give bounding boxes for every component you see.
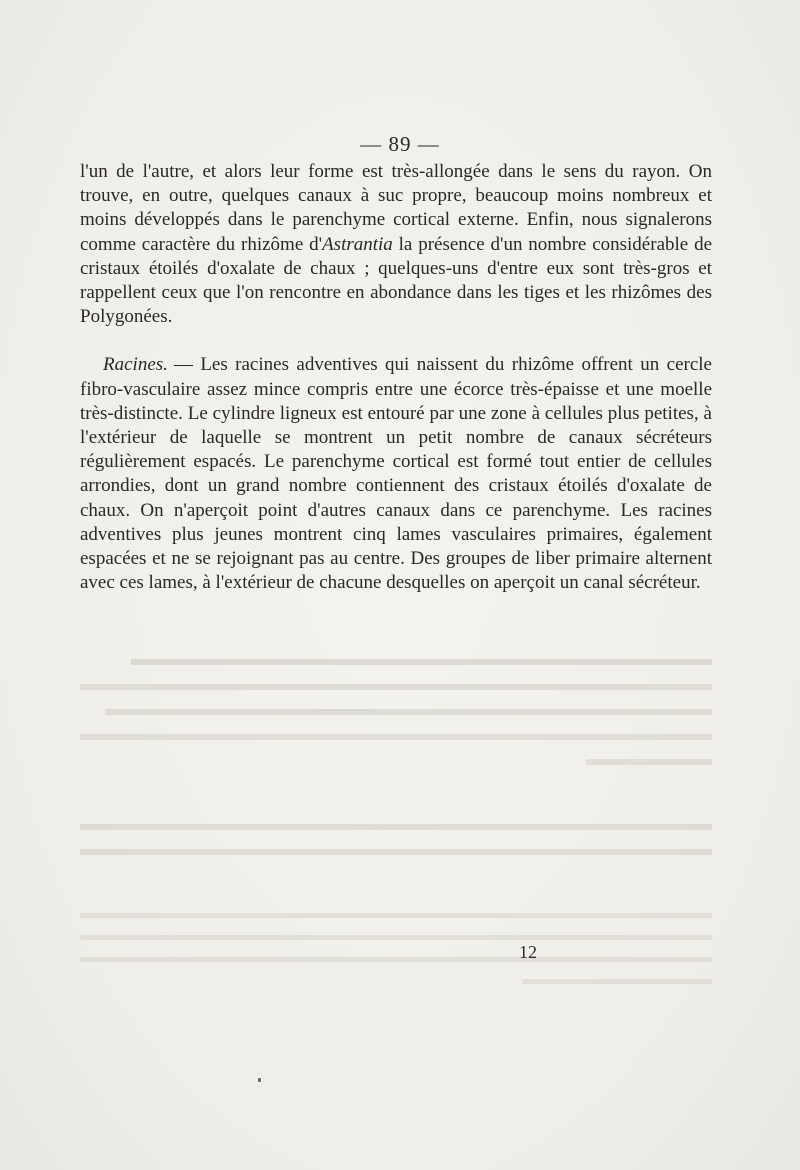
page-body [80,160,712,595]
paragraph-text-end: la présence d'un nombre considérable de cristaux étoilés d'oxalate de chaux ; quelques-uns d'entre eux sont très-gros et rappellent ceux que l'on rencontre en abondance dans les tiges et les rhizômes des Polygonées. [80,233,712,328]
show-through-rule [318,710,370,711]
section-heading-racines: Racines. [103,354,168,376]
show-through-texture [80,648,712,991]
page-number: — 89 — [360,132,440,156]
paragraph-racines-text: — Les racines adventives qui naissent du rhizôme offrent un cercle fibro-vasculaire assez mince compris entre une écorce très-épaisse et une moelle très-distincte. Le cylindre ligneux est entouré par une zone à cellules plus petites, à l'extérieur de laquelle se montrent un petit nombre de canaux sécréteurs régulièrement espacés. Le parenchyme cortical est formé tout entier de cellules arrondies, dont un grand nombre contiennent des cristaux étoilés d'oxalate de chaux. On n'aperçoit point d'autres canaux dans ce parenchyme. Les racines adventives plus jeunes montrent cinq lames vasculaires primaires, également espacées et ne se rejoignant pas au centre. Des groupes de liber primaire alternent avec ces lames, à l'extérieur de chacune desquelles on aperçoit un canal sécréteur. [80,354,712,594]
signature-mark: 12 [519,942,537,962]
paragraph-racines [80,353,712,595]
paragraph-text-start: l'un de l'autre, et alors leur forme est très-allongée dans le sens du rayon. On trouve, en outre, quelques canaux à suc propre, beaucoup moins nombreux et moins développés dans le parenchyme cortical externe. Enfin, nous signalerons comme caractère du rhizôme d' [80,161,712,255]
ink-speck [258,1078,261,1082]
paragraph-astrantia-rhizome [80,160,712,329]
genus-name-astrantia: Astrantia [322,233,393,255]
